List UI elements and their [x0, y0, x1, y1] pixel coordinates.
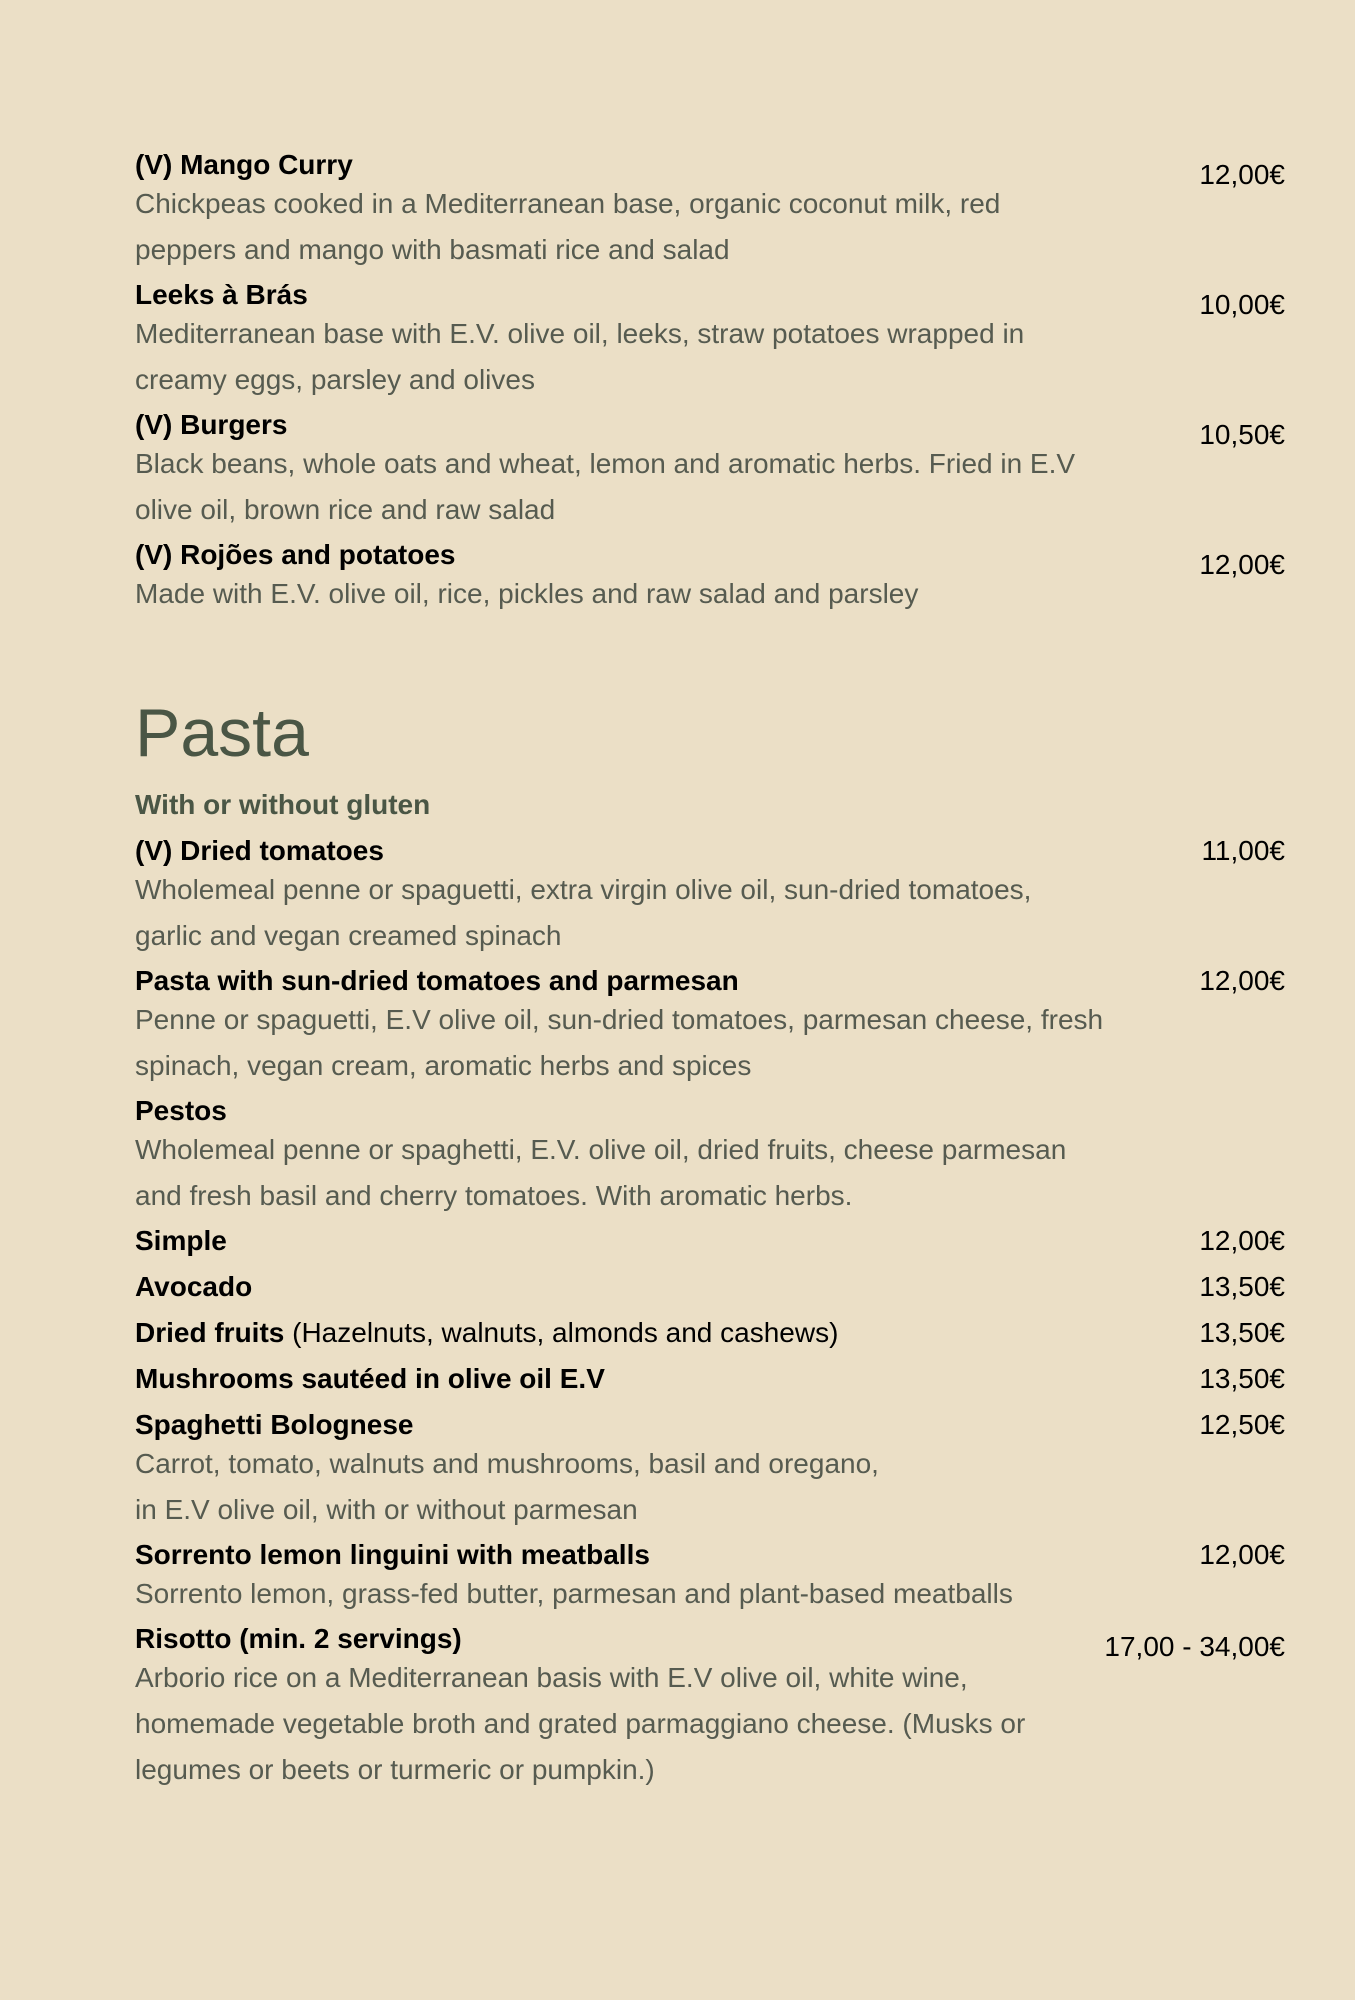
section-title: Pasta: [135, 695, 309, 771]
item-description-line: Carrot, tomato, walnuts and mushrooms, basil and oregano,: [135, 1448, 879, 1479]
item-name: Pestos: [135, 1095, 227, 1126]
item-name: Simple: [135, 1225, 227, 1256]
item-name: [135, 1313, 1285, 1359]
item-price: 12,50€: [1199, 1409, 1285, 1440]
item-price: 17,00 - 34,00€: [1104, 1631, 1285, 1662]
item-price: 12,00€: [1199, 965, 1285, 996]
item-note: (Hazelnuts, walnuts, almonds and cashews): [292, 1317, 839, 1348]
section-subtitle: With or without gluten: [135, 789, 431, 820]
item-name: (V) Mango Curry: [135, 149, 353, 180]
item-description-line: in E.V olive oil, with or without parmesan: [135, 1494, 638, 1525]
menu-item-pesto-dried-fruits: [135, 1313, 1285, 1359]
item-price: 13,50€: [1199, 1363, 1285, 1394]
item-description: Made with E.V. olive oil, rice, pickles and raw salad and parsley: [135, 578, 919, 609]
item-description: Chickpeas cooked in a Mediterranean base, organic coconut milk, red peppers and mango with basmati rice and salad: [135, 188, 1001, 265]
menu-item-pesto-avocado: [135, 1267, 1285, 1313]
item-name: Spaghetti Bolognese: [135, 1409, 414, 1440]
item-price: 12,00€: [1199, 1225, 1285, 1256]
mains-list: [135, 145, 1285, 619]
menu-item-risotto: [135, 1619, 1285, 1793]
item-price: 12,00€: [1199, 1539, 1285, 1570]
menu-item-bolognese: [135, 1405, 1285, 1533]
item-price: 10,00€: [1199, 289, 1285, 320]
menu-item-pesto-simple: [135, 1221, 1285, 1267]
item-price: 12,00€: [1199, 159, 1285, 190]
item-description: Wholemeal penne or spaghetti, E.V. olive oil, dried fruits, cheese parmesan and fresh basil and cherry tomatoes. With aromatic herbs.: [135, 1134, 1067, 1211]
item-description: [135, 1441, 1105, 1533]
item-name: (V) Burgers: [135, 409, 288, 440]
pasta-section: [135, 693, 1285, 1795]
item-price: 10,50€: [1199, 419, 1285, 450]
item-description: Sorrento lemon, grass-fed butter, parmesan and plant-based meatballs: [135, 1578, 1013, 1609]
menu-item-burgers: [135, 405, 1285, 533]
menu-item-rojoes: [135, 535, 1285, 617]
item-name: Pasta with sun-dried tomatoes and parmesan: [135, 965, 739, 996]
item-name: Avocado: [135, 1271, 253, 1302]
item-price: 13,50€: [1199, 1317, 1285, 1348]
item-name: Leeks à Brás: [135, 279, 308, 310]
item-price: 11,00€: [1201, 835, 1285, 866]
item-name: Sorrento lemon linguini with meatballs: [135, 1539, 650, 1570]
item-price: 12,00€: [1199, 549, 1285, 580]
item-name: Risotto (min. 2 servings): [135, 1623, 462, 1654]
menu-item-sorrento-linguini: [135, 1535, 1285, 1617]
item-name-text: Dried fruits: [135, 1317, 285, 1348]
menu-item-sun-dried-parmesan: [135, 961, 1285, 1089]
menu-item-dried-tomatoes: [135, 831, 1285, 959]
item-price: 13,50€: [1199, 1271, 1285, 1302]
item-name: (V) Rojões and potatoes: [135, 539, 456, 570]
item-name: Mushrooms sautéed in olive oil E.V: [135, 1363, 605, 1394]
item-description: Penne or spaguetti, E.V olive oil, sun-dried tomatoes, parmesan cheese, fresh spinach, vegan cream, aromatic herbs and spices: [135, 1004, 1104, 1081]
item-description: Wholemeal penne or spaguetti, extra virgin olive oil, sun-dried tomatoes, garlic and vegan creamed spinach: [135, 874, 1032, 951]
item-name: (V) Dried tomatoes: [135, 835, 384, 866]
menu-item-pestos: [135, 1091, 1285, 1219]
item-description: Mediterranean base with E.V. olive oil, leeks, straw potatoes wrapped in creamy eggs, parsley and olives: [135, 318, 1025, 395]
menu-item-leeks: [135, 275, 1285, 403]
menu-item-pesto-mushrooms: [135, 1359, 1285, 1405]
item-description: Black beans, whole oats and wheat, lemon and aromatic herbs. Fried in E.V olive oil, brown rice and raw salad: [135, 448, 1076, 525]
menu-item-mango-curry: [135, 145, 1285, 273]
item-description: Arborio rice on a Mediterranean basis with E.V olive oil, white wine, homemade vegetable broth and grated parmaggiano cheese. (Musks or legumes or beets or turmeric or pumpkin.): [135, 1662, 1026, 1785]
